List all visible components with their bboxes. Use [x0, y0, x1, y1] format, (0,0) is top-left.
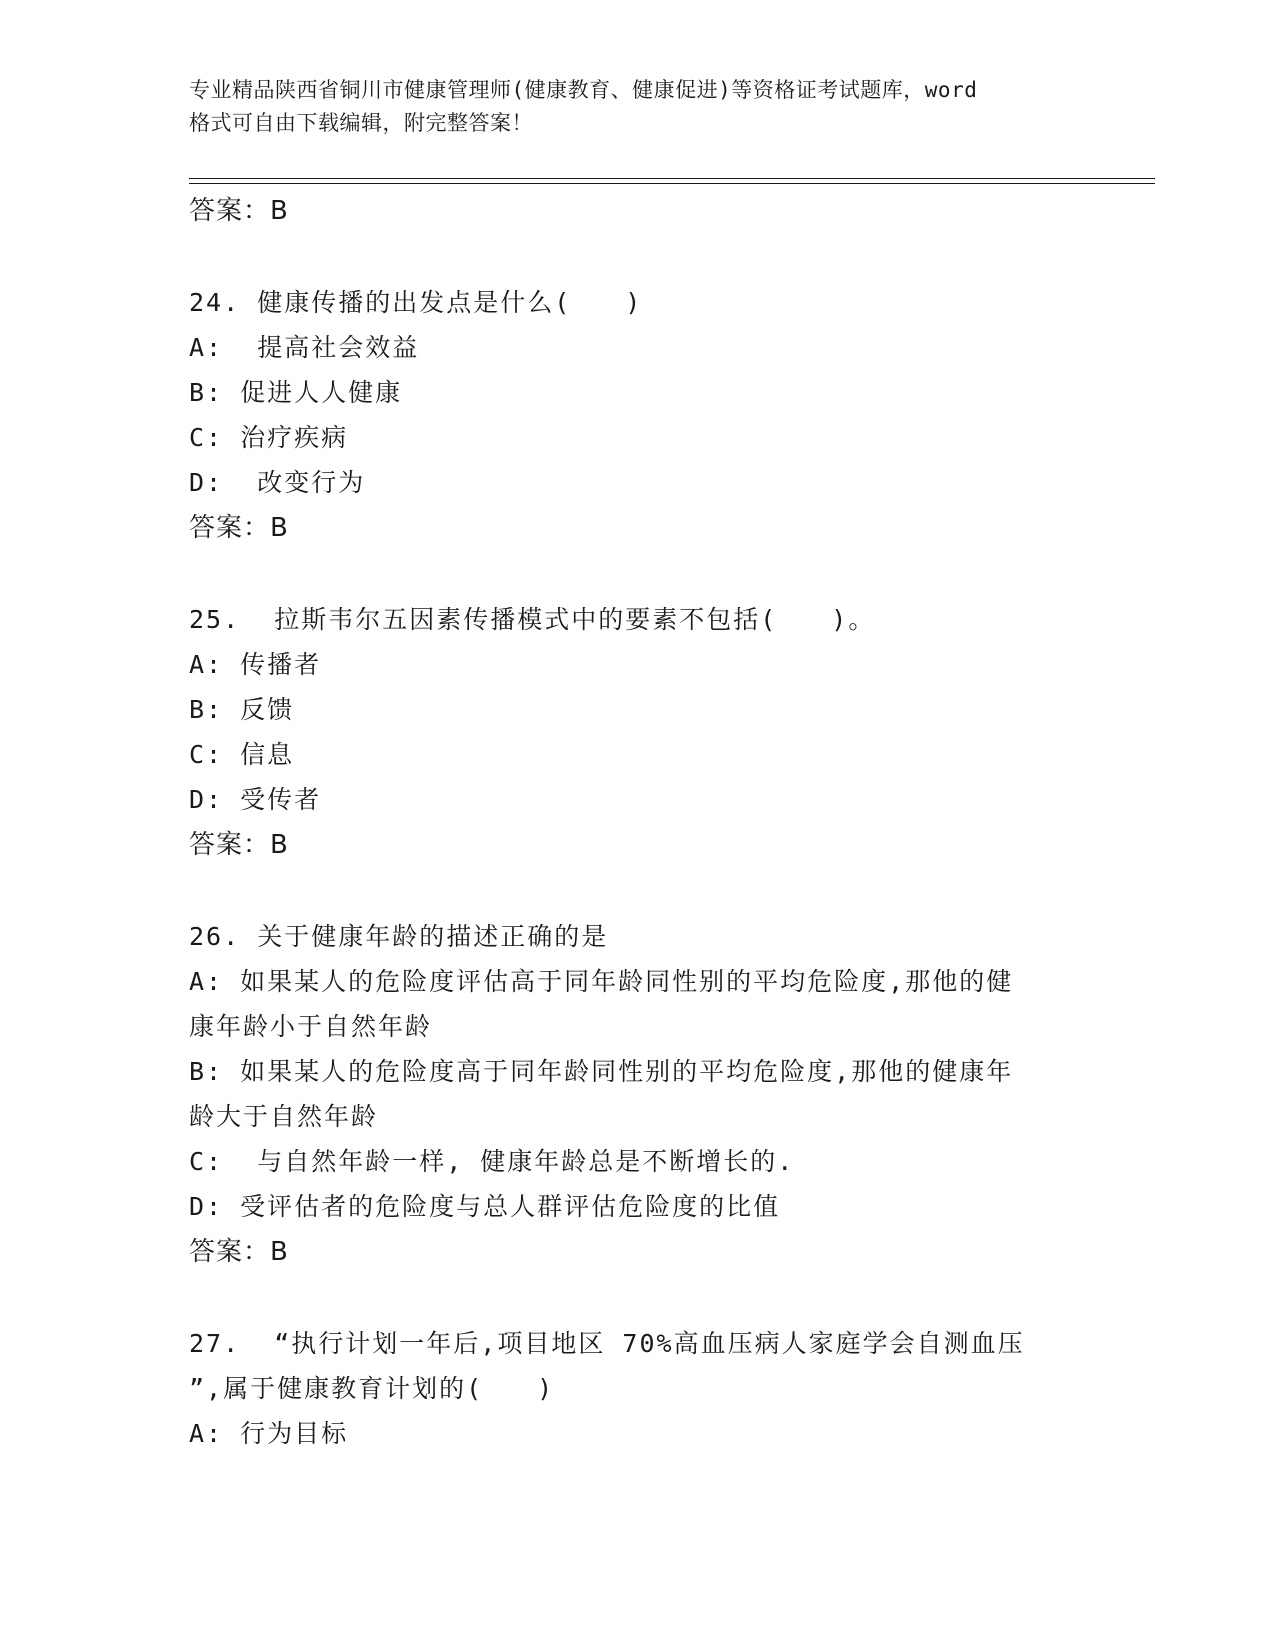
answer-line: 答案：B	[189, 830, 289, 860]
option-text: 龄大于自然年龄	[189, 1102, 379, 1131]
option-text: 康年龄小于自然年龄	[189, 1012, 433, 1041]
answer-line: 答案：B	[189, 513, 289, 543]
question-text: ”,属于健康教育计划的( )	[189, 1374, 555, 1403]
question-text: 27. “执行计划一年后,项目地区 70%高血压病人家庭学会自测血压	[189, 1329, 1025, 1358]
header-divider-bottom	[189, 183, 1155, 184]
option-text: A: 如果某人的危险度评估高于同年龄同性别的平均危险度,那他的健	[189, 967, 1014, 996]
option-text: C: 治疗疾病	[189, 423, 349, 452]
question-text: 25. 拉斯韦尔五因素传播模式中的要素不包括( )。	[189, 605, 876, 634]
option-text: A: 传播者	[189, 650, 322, 679]
option-text: C: 信息	[189, 740, 295, 769]
option-text: A: 提高社会效益	[189, 333, 420, 362]
header-divider-top	[189, 178, 1155, 179]
option-text: D: 受评估者的危险度与总人群评估危险度的比值	[189, 1192, 781, 1221]
question-text: 26. 关于健康年龄的描述正确的是	[189, 922, 609, 951]
header-line-2: 格式可自由下载编辑，附完整答案！	[189, 111, 533, 135]
answer-line: 答案：B	[189, 1237, 289, 1267]
option-text: D: 改变行为	[189, 468, 366, 497]
document-header	[189, 74, 1089, 140]
option-text: A: 行为目标	[189, 1419, 349, 1448]
option-text: B: 如果某人的危险度高于同年龄同性别的平均危险度,那他的健康年	[189, 1057, 1014, 1086]
option-text: B: 反馈	[189, 695, 295, 724]
header-line-1: 专业精品陕西省铜川市健康管理师(健康教育、健康促进)等资格证考试题库，word	[189, 78, 978, 102]
answer-line: 答案：B	[189, 196, 289, 226]
option-text: C: 与自然年龄一样, 健康年龄总是不断增长的.	[189, 1147, 795, 1176]
option-text: B: 促进人人健康	[189, 378, 403, 407]
question-text: 24. 健康传播的出发点是什么( )	[189, 288, 643, 317]
option-text: D: 受传者	[189, 785, 322, 814]
